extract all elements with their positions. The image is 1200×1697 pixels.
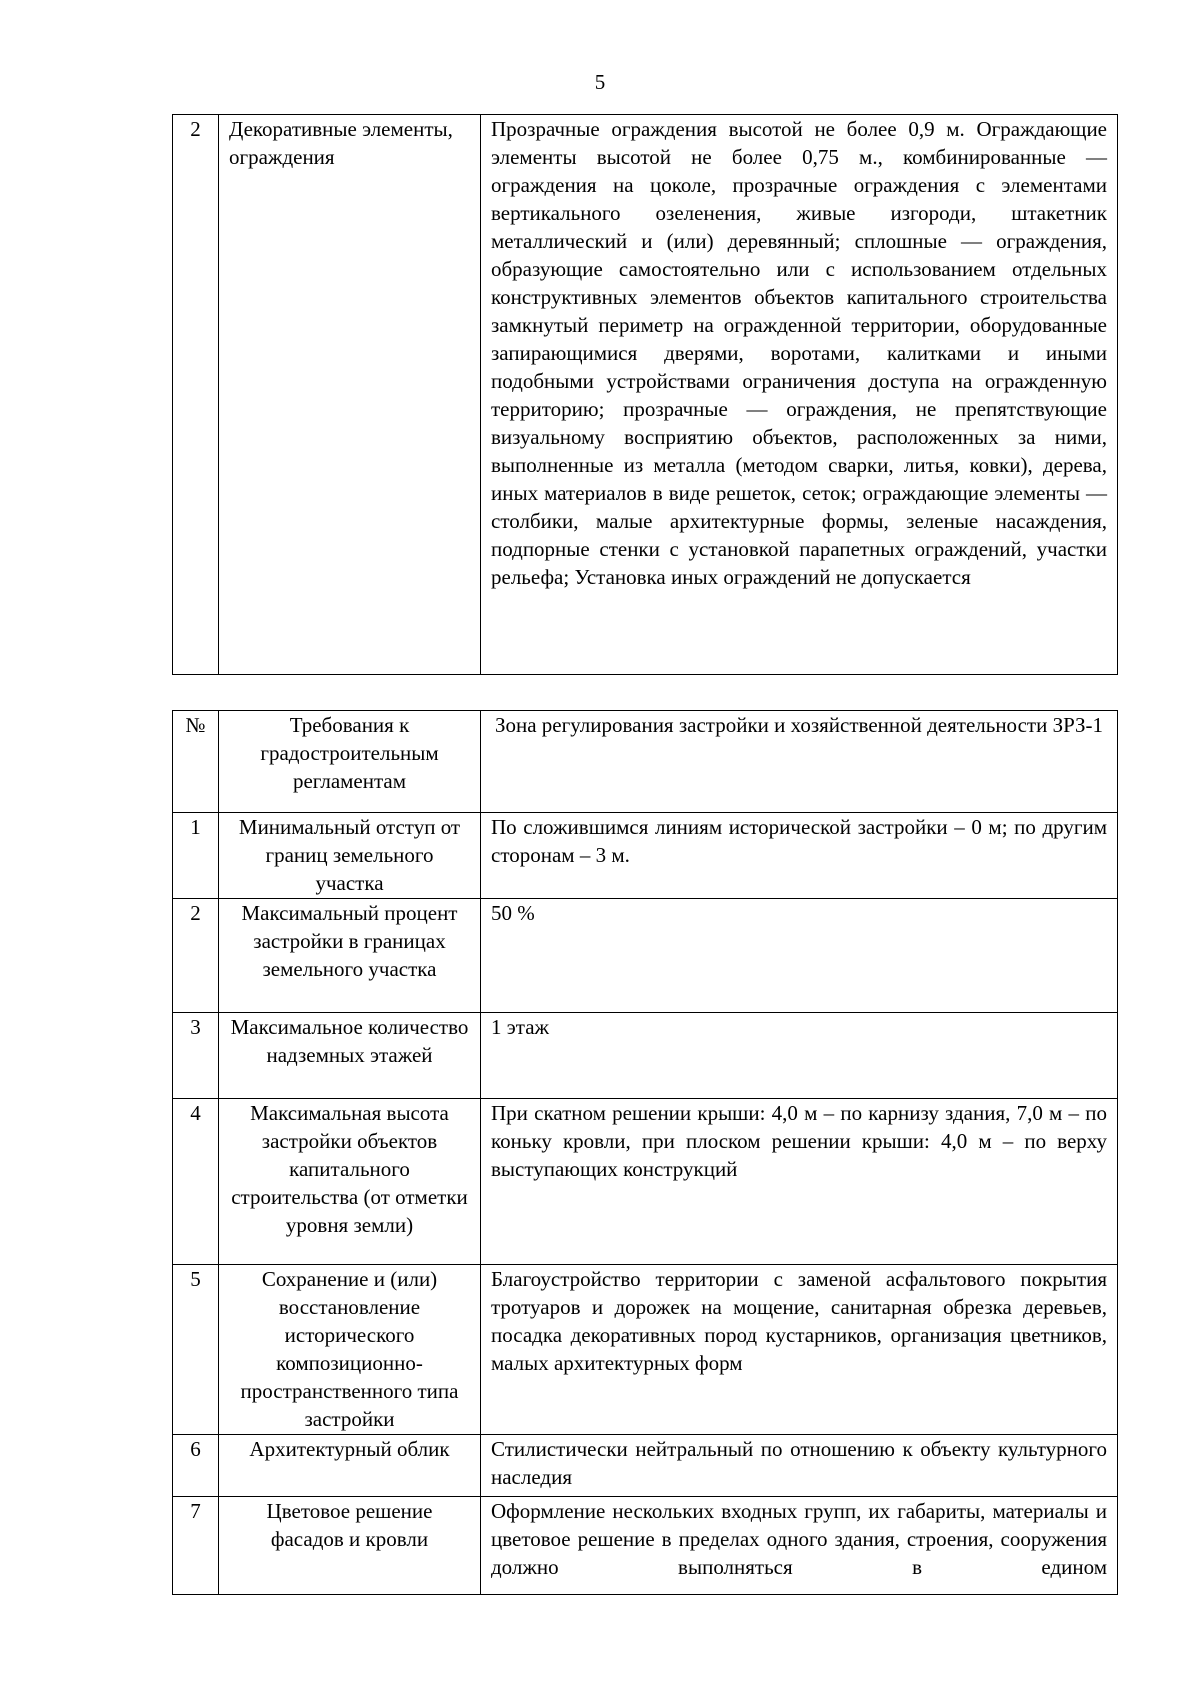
table-row: [173, 1435, 1118, 1497]
table-row: [173, 1099, 1118, 1265]
table-row: [173, 1497, 1118, 1595]
value-cell: Прозрачные ограждения высотой не более 0,9 м. Ограждающие элементы высотой не более 0,75 м., комбинированные — ограждения на цоколе, прозрачные ограждения с элементами вертикального озеленения, живые изгороди, штакетник металлический и (или) деревянный; сплошные — ограждения, образующие самостоятельно или с использованием отдельных конструктивных элементов объектов капитального строительства замкнутый периметр на огражденной территории, оборудованные запирающимися дверями, воротами, калитками и иными подобными устройствами ограничения доступа на огражденную территорию; прозрачные — ограждения, не препятствующие визуальному восприятию объектов, расположенных за ними, выполненные из металла (методом сварки, литья, ковки), дерева, иных материалов в виде решеток, сеток; ограждающие элементы — столбики, малые архитектурные формы, зеленые насаждения, подпорные стенки с установкой парапетных ограждений, участки рельефа; Установка иных ограждений не допускается: [481, 115, 1118, 675]
row-number: 2: [173, 115, 219, 675]
row-number: 7: [173, 1497, 219, 1595]
table-header-row: [173, 711, 1118, 813]
value-cell: При скатном решении крыши: 4,0 м – по карнизу здания, 7,0 м – по коньку кровли, при плоском решении крыши: 4,0 м – по верху выступающих конструкций: [481, 1099, 1118, 1265]
page-number: 5: [594, 70, 606, 94]
value-cell: Благоустройство территории с заменой асфальтового покрытия тротуаров и дорожек на мощение, санитарная обрезка деревьев, посадка декоративных пород кустарников, организация цветников, малых архитектурных форм: [481, 1265, 1118, 1435]
table-continued: [172, 114, 1118, 675]
requirement-cell: Максимальный процент застройки в границах земельного участка: [219, 899, 481, 1013]
row-number: 6: [173, 1435, 219, 1497]
header-number: №: [173, 711, 219, 813]
requirement-cell: Максимальное количество надземных этажей: [219, 1013, 481, 1099]
header-requirement: Требования к градостроительным регламентам: [219, 711, 481, 813]
row-number: 1: [173, 813, 219, 899]
table-row: [173, 813, 1118, 899]
table-row: [173, 1013, 1118, 1099]
table-row: [173, 115, 1118, 675]
value-cell: По сложившимся линиям исторической застройки – 0 м; по другим сторонам – 3 м.: [481, 813, 1118, 899]
requirement-cell: Минимальный отступ от границ земельного участка: [219, 813, 481, 899]
requirement-cell: Цветовое решение фасадов и кровли: [219, 1497, 481, 1595]
table-row: [173, 899, 1118, 1013]
row-number: 2: [173, 899, 219, 1013]
requirement-cell: Максимальная высота застройки объектов капитального строительства (от отметки уровня земли): [219, 1099, 481, 1265]
value-cell: Оформление нескольких входных групп, их габариты, материалы и цветовое решение в пределах одного здания, строения, сооружения должно выполняться в едином: [481, 1497, 1118, 1595]
row-number: 4: [173, 1099, 219, 1265]
value-cell: Стилистически нейтральный по отношению к объекту культурного наследия: [481, 1435, 1118, 1497]
requirement-cell: Архитектурный облик: [219, 1435, 481, 1497]
value-cell: 1 этаж: [481, 1013, 1118, 1099]
row-number: 5: [173, 1265, 219, 1435]
row-number: 3: [173, 1013, 219, 1099]
table-main: [172, 710, 1118, 1595]
table-row: [173, 1265, 1118, 1435]
header-zone: Зона регулирования застройки и хозяйственной деятельности ЗРЗ-1: [481, 711, 1118, 813]
value-cell: 50 %: [481, 899, 1118, 1013]
requirement-cell: Сохранение и (или) восстановление исторического композиционно-пространственного типа застройки: [219, 1265, 481, 1435]
requirement-cell: Декоративные элементы, ограждения: [219, 115, 481, 675]
